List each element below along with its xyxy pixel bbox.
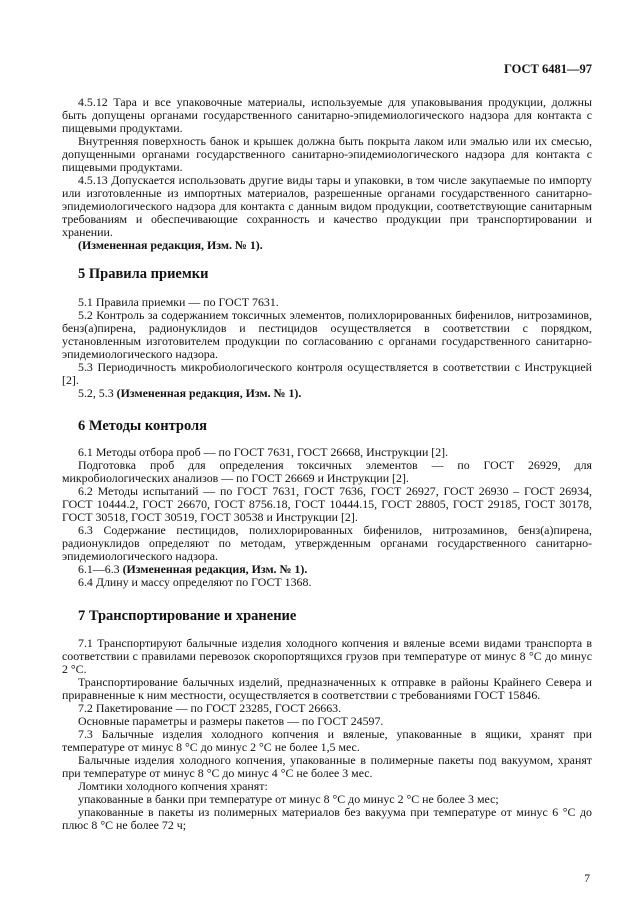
page-number: 7 (584, 873, 590, 885)
paragraph-slices-bags: упакованные в пакеты из полимерных материалов без вакуума при температуре от минус 6 °С до плюс 8 °С не более 72 ч; (62, 805, 592, 832)
amendment-note-5 (62, 387, 592, 400)
amendment-text: (Измененная редакция, Изм. № 1). (122, 562, 308, 576)
paragraph-north-transport: Транспортирование балычных изделий, предназначенных к отправке в районы Крайнего Севера и приравненные к ним местности, осуществляется в соответствии с требованиями ГОСТ 15846. (62, 675, 592, 702)
paragraph-7-1: 7.1 Транспортируют балычные изделия холодного копчения и вяленые всеми видами транспорта в соответствии с правилами перевозок скоропортящихся грузов при температуре от минус 8 °С до минус 2 °С. (62, 636, 592, 676)
paragraph-6-4: 6.4 Длину и массу определяют по ГОСТ 1368. (78, 575, 312, 589)
paragraph-5-1: 5.1 Правила приемки — по ГОСТ 7631. (78, 295, 279, 309)
paragraph-inner-surface: Внутренняя поверхность банок и крышек должна быть покрыта лаком или эмалью или их смесью, допущенными органами государственного санитарно-эпидемиологического надзора для контакта с пищевыми продуктами. (62, 134, 592, 174)
paragraph-5-3: 5.3 Периодичность микробиологического контроля осуществляется в соответствии с Инструкцией [2]. (62, 360, 592, 387)
amendment-prefix: 5.2, 5.3 (78, 386, 117, 400)
amendment-text: (Измененная редакция, Изм. № 1). (116, 386, 302, 400)
section-5-heading: 5 Правила приемки (78, 266, 209, 282)
paragraph-vacuum-storage: Балычные изделия холодного копчения, упакованные в полимерные пакеты под вакуумом, хранят при температуре от минус 8 °С до минус 4 °С не более 3 мес. (62, 753, 592, 780)
paragraph-6-3: 6.3 Содержание пестицидов, полихлорированных бифенилов, нитрозаминов, бенз(а)пирена, радионуклидов определяют по методам, утвержденным органами государственного санитарно-эпидемиологического надзора. (62, 523, 592, 563)
paragraph-4-5-12: 4.5.12 Тара и все упаковочные материалы, используемые для упаковывания продукции, должны быть допущены органами государственного санитарно-эпидемиологического надзора для контакта с пищевыми продуктами. (62, 95, 592, 135)
amendment-prefix: 6.1—6.3 (78, 562, 123, 576)
paragraph-7-2: 7.2 Пакетирование — по ГОСТ 23285, ГОСТ 26663. (78, 701, 342, 715)
paragraph-slices-cans: упакованные в банки при температуре от минус 8 °С до минус 2 °С не более 3 мес; (78, 792, 499, 806)
paragraph-5-2: 5.2 Контроль за содержанием токсичных элементов, полихлорированных бифенилов, нитрозаминов, бенз(а)пирена, радионуклидов и пестицидов осуществляется в соответствии с порядком, установленным изготовителем продукции по согласованию с органами государственного санитарно-эпидемиологического надзора. (62, 308, 592, 361)
paragraph-4-5-13: 4.5.13 Допускается использовать другие виды тары и упаковки, в том числе закупаемые по импорту или изготовленные из импортных материалов, разрешенные органами государственного санитарно-эпидемиологического надзора для контакта с данным видом продукции, соответствующие санитарным требованиям и обеспечивающие сохранность и качество продукции при транспортировании и хранении. (62, 173, 592, 239)
paragraph-7-3: 7.3 Балычные изделия холодного копчения и вяленые, упакованные в ящики, хранят при температуре от минус 8 °С до минус 2 °С не более 1,5 мес. (62, 727, 592, 754)
paragraph-6-2: 6.2 Методы испытаний — по ГОСТ 7631, ГОСТ 7636, ГОСТ 26927, ГОСТ 26930 – ГОСТ 26934, ГОСТ 10444.2, ГОСТ 26670, ГОСТ 8756.18, ГОСТ 10444.15, ГОСТ 28805, ГОСТ 29185, ГОСТ 30178, ГОСТ 30518, ГОСТ 30519, ГОСТ 30538 и Инструкции [2]. (62, 484, 592, 524)
paragraph-package-params: Основные параметры и размеры пакетов — по ГОСТ 24597. (78, 714, 384, 728)
section-7-heading: 7 Транспортирование и хранение (78, 608, 297, 624)
paragraph-sample-prep: Подготовка проб для определения токсичных элементов — по ГОСТ 26929, для микробиологических анализов — по ГОСТ 26669 и Инструкции [2]. (62, 458, 592, 485)
amendment-note: (Измененная редакция, Изм. № 1). (78, 238, 263, 252)
paragraph-6-1: 6.1 Методы отбора проб — по ГОСТ 7631, ГОСТ 26668, Инструкции [2]. (78, 445, 449, 459)
document-code-header: ГОСТ 6481—97 (503, 62, 592, 76)
section-6-heading: 6 Методы контроля (78, 418, 208, 434)
paragraph-slices: Ломтики холодного копчения хранят: (78, 779, 268, 793)
